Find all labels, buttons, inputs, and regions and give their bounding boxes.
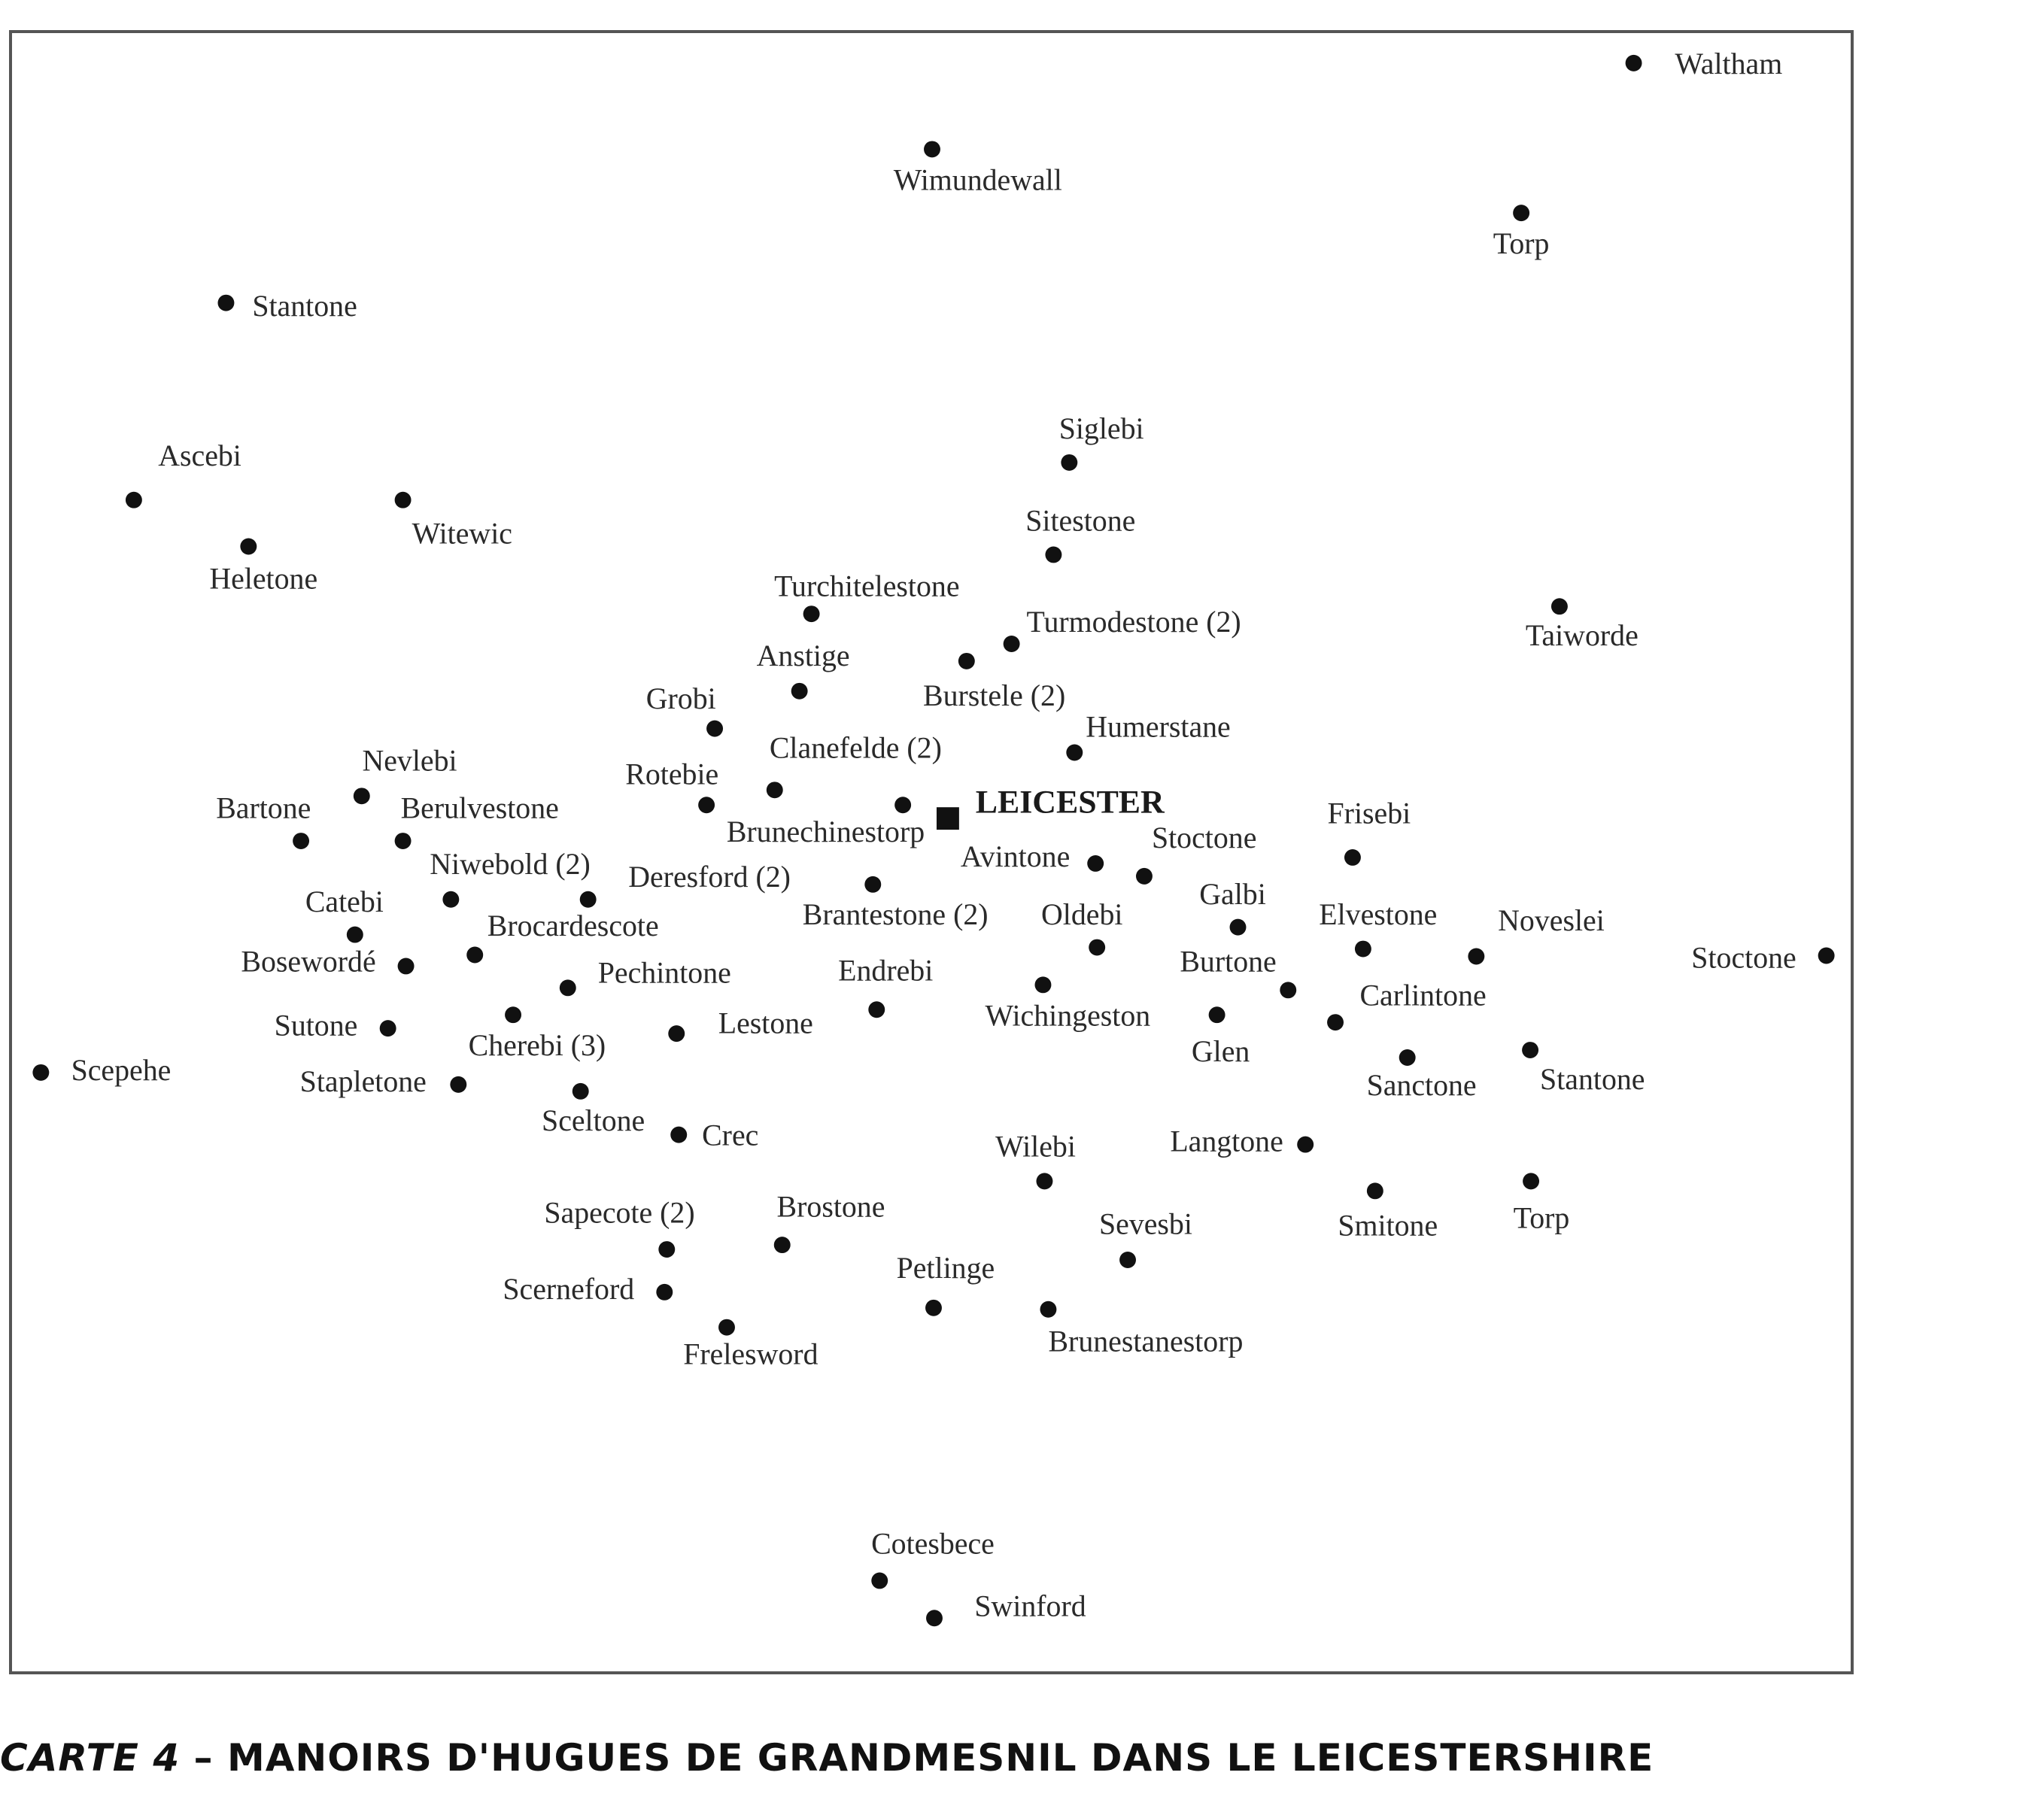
marker-stoctone-2 (1818, 948, 1835, 964)
marker-glen (1209, 1006, 1225, 1023)
marker-smitone (1367, 1182, 1383, 1199)
marker-endrebi (868, 1001, 885, 1018)
marker-elvestone (1355, 941, 1371, 958)
label-torp: Torp (1493, 226, 1550, 261)
label-rotebie: Rotebie (625, 757, 719, 791)
marker-witewic (395, 492, 412, 508)
caption-text: – MANOIRS D'HUGUES DE GRANDMESNIL DANS LE LEICESTERSHIRE (193, 1736, 1654, 1780)
label-oldebi: Oldebi (1041, 897, 1123, 931)
label-taiworde: Taiworde (1525, 618, 1639, 653)
marker-galbi (1230, 919, 1247, 936)
label-burstele: Burstele (2) (923, 678, 1066, 712)
marker-wimundewall (924, 141, 940, 157)
marker-niwebold (442, 891, 459, 908)
label-heletone: Heletone (209, 561, 318, 596)
marker-stantone (217, 295, 234, 311)
marker-brostone (774, 1237, 791, 1253)
marker-nevlebi (354, 788, 370, 804)
marker-ascebi (126, 492, 142, 508)
marker-siglebi (1061, 454, 1077, 471)
label-siglebi: Siglebi (1058, 411, 1144, 446)
marker-pechintone (560, 979, 576, 996)
marker-humerstane (1066, 745, 1083, 761)
marker-avintone (1087, 855, 1104, 872)
marker-berulvestone (395, 833, 412, 849)
label-sceltone: Sceltone (542, 1103, 645, 1137)
label-scerneford: Scerneford (503, 1271, 635, 1306)
map-caption (0, 1736, 1654, 1780)
label-elvestone: Elvestone (1319, 897, 1438, 931)
label-torp-4: Torp (1513, 1200, 1570, 1235)
map-canvas (12, 33, 1851, 1671)
label-cherebi: Cherebi (3) (468, 1028, 606, 1063)
label-sanctone: Sanctone (1366, 1067, 1477, 1102)
marker-swinford (926, 1610, 943, 1626)
marker-scepehe (32, 1064, 49, 1081)
marker-carlintone (1327, 1014, 1344, 1030)
label-stantone: Stantone (252, 288, 357, 323)
label-noveslei: Noveslei (1498, 903, 1605, 937)
marker-waltham (1626, 55, 1642, 71)
label-deresford: Deresford (2) (628, 860, 791, 894)
label-bartone: Bartone (216, 791, 311, 825)
marker-sanctone (1399, 1049, 1416, 1066)
marker-deresford (580, 891, 597, 908)
label-cotesbece: Cotesbece (871, 1526, 995, 1561)
marker-catebi (347, 927, 363, 943)
label-clanefelde: Clanefelde (2) (769, 730, 942, 765)
label-sevesbi: Sevesbi (1098, 1206, 1192, 1241)
map-frame (9, 30, 1854, 1674)
label-stantone-3: Stantone (1540, 1062, 1645, 1097)
marker-clanefelde (767, 782, 783, 798)
marker-anstige (791, 683, 808, 700)
label-langtone: Langtone (1170, 1124, 1283, 1158)
label-boseword: Bosewordé (241, 944, 376, 979)
label-swinford: Swinford (974, 1589, 1086, 1623)
label-petlinge: Petlinge (896, 1251, 995, 1285)
label-grobi: Grobi (645, 681, 716, 715)
label-witewic: Witewic (412, 516, 512, 551)
marker-sitestone (1045, 546, 1061, 563)
label-leicester: LEICESTER (975, 784, 1165, 821)
label-sitestone: Sitestone (1025, 503, 1136, 538)
label-brocardescote: Brocardescote (487, 908, 659, 942)
label-brantestone: Brantestone (2) (802, 897, 989, 931)
marker-sutone (380, 1020, 396, 1036)
marker-torp (1513, 205, 1529, 221)
marker-turmodestone (1004, 636, 1020, 652)
marker-stantone-3 (1522, 1042, 1538, 1058)
marker-bartone (293, 833, 309, 849)
label-endrebi: Endrebi (838, 953, 934, 988)
marker-wilebi (1036, 1173, 1052, 1189)
marker-noveslei (1468, 948, 1484, 965)
label-glen: Glen (1191, 1034, 1250, 1069)
marker-stapletone (450, 1076, 466, 1093)
label-avintone: Avintone (960, 839, 1071, 874)
label-ascebi: Ascebi (158, 439, 241, 473)
marker-wichingeston (1034, 976, 1051, 993)
label-carlintone: Carlintone (1359, 978, 1487, 1012)
label-smitone: Smitone (1338, 1208, 1438, 1243)
label-lestone: Lestone (718, 1006, 813, 1040)
marker-brocardescote (466, 947, 483, 964)
marker-sceltone (573, 1083, 589, 1100)
label-sutone: Sutone (274, 1008, 358, 1043)
label-scepehe: Scepehe (71, 1053, 172, 1088)
label-niwebold: Niwebold (2) (430, 847, 591, 882)
label-frisebi: Frisebi (1327, 796, 1411, 830)
label-galbi: Galbi (1199, 876, 1266, 911)
marker-frelesword (718, 1319, 735, 1336)
label-crec: Crec (702, 1118, 759, 1152)
label-frelesword: Frelesword (683, 1337, 819, 1371)
marker-cotesbece (871, 1572, 888, 1589)
label-waltham: Waltham (1675, 46, 1783, 80)
marker-torp-4 (1523, 1173, 1539, 1189)
marker-burtone (1280, 982, 1296, 998)
label-burtone: Burtone (1180, 944, 1277, 979)
marker-brunechinestorp (894, 797, 911, 813)
marker-burstele (958, 653, 975, 669)
marker-sevesbi (1119, 1252, 1136, 1268)
label-wimundewall: Wimundewall (893, 162, 1062, 197)
label-nevlebi: Nevlebi (362, 743, 457, 778)
marker-boseword (398, 958, 415, 974)
label-brostone: Brostone (776, 1189, 885, 1224)
label-wilebi: Wilebi (995, 1129, 1076, 1164)
label-turmodestone: Turmodestone (2) (1026, 605, 1241, 639)
label-pechintone: Pechintone (597, 955, 731, 990)
marker-grobi (706, 721, 723, 737)
caption-prefix: CARTE 4 (0, 1736, 181, 1780)
label-anstige: Anstige (756, 639, 850, 673)
marker-rotebie (698, 797, 715, 813)
label-humerstane: Humerstane (1086, 709, 1231, 744)
marker-crec (670, 1127, 687, 1143)
marker-sapecote (658, 1241, 675, 1258)
label-catebi: Catebi (305, 884, 384, 918)
label-stoctone-2: Stoctone (1691, 940, 1796, 975)
label-wichingeston: Wichingeston (985, 998, 1151, 1033)
marker-brantestone (864, 876, 881, 893)
marker-stoctone (1136, 868, 1153, 885)
marker-leicester (937, 807, 959, 830)
label-brunestanestorp: Brunestanestorp (1048, 1324, 1244, 1358)
label-berulvestone: Berulvestone (400, 791, 559, 825)
marker-cherebi (505, 1006, 521, 1023)
marker-frisebi (1344, 849, 1361, 866)
label-turchitelestone: Turchitelestone (774, 569, 960, 603)
marker-taiworde (1551, 598, 1568, 615)
label-stoctone: Stoctone (1151, 821, 1257, 855)
marker-oldebi (1089, 939, 1105, 956)
marker-brunestanestorp (1040, 1301, 1056, 1318)
label-sapecote: Sapecote (2) (544, 1195, 695, 1230)
marker-turchitelestone (803, 605, 820, 622)
label-stapletone: Stapletone (299, 1064, 427, 1099)
marker-scerneford (656, 1284, 673, 1301)
marker-heletone (240, 539, 257, 555)
marker-lestone (668, 1025, 685, 1042)
label-brunechinestorp: Brunechinestorp (726, 815, 925, 849)
marker-langtone (1297, 1137, 1314, 1153)
marker-petlinge (925, 1300, 942, 1316)
labels-layer (71, 47, 1796, 1622)
